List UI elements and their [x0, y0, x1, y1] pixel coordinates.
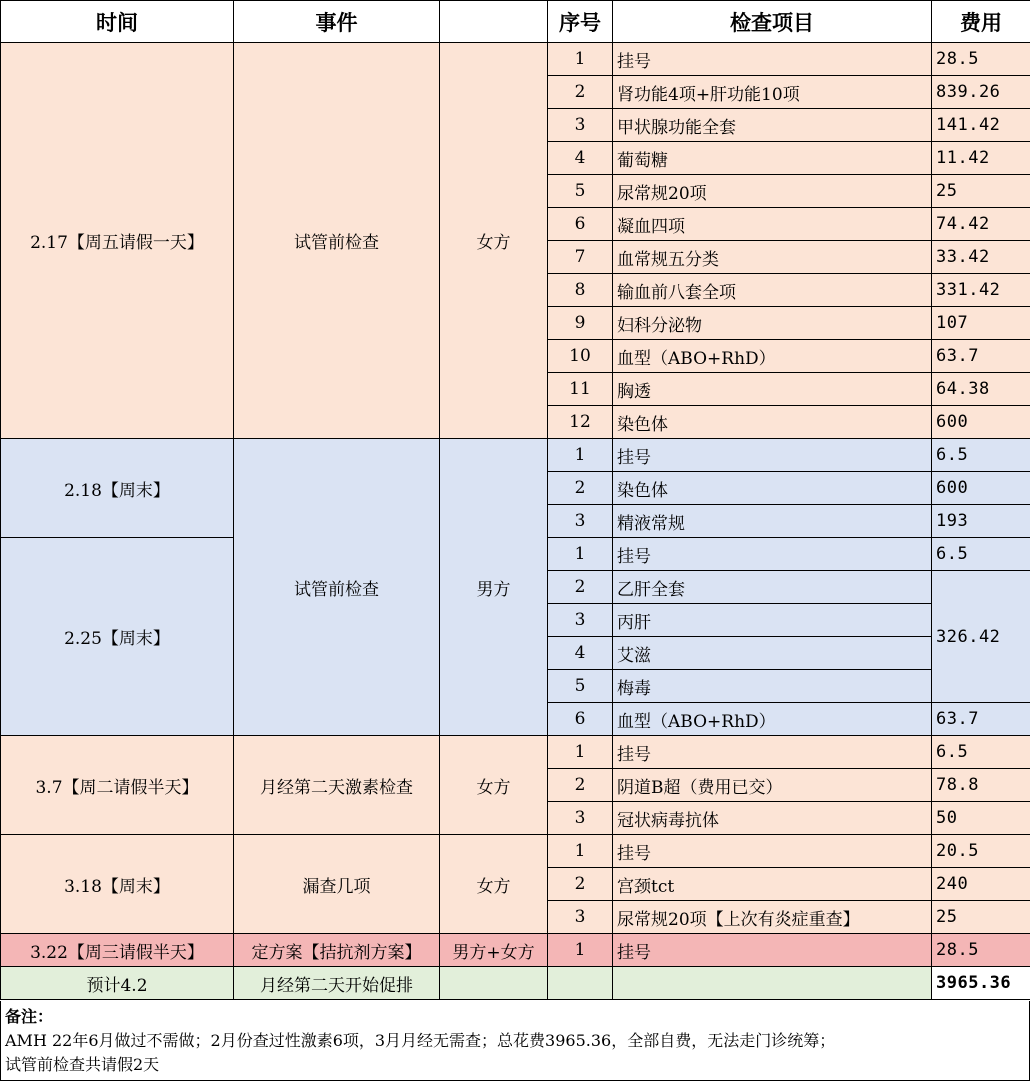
group-time-cell: 3.18【周末】: [1, 835, 234, 934]
item-cell: 凝血四项: [613, 208, 932, 241]
seq-cell: 3: [548, 505, 613, 538]
seq-cell: 1: [548, 439, 613, 472]
item-cell: 丙肝: [613, 604, 932, 637]
cost-cell: 20.5: [932, 835, 1030, 868]
header-time: 时间: [1, 1, 234, 43]
total-cost-cell: 3965.36: [932, 967, 1030, 1000]
item-cell: 宫颈tct: [613, 868, 932, 901]
item-cell: 阴道B超（费用已交）: [613, 769, 932, 802]
group-event-cell: 月经第二天激素检查: [234, 736, 440, 835]
cost-cell: 193: [932, 505, 1030, 538]
seq-cell: 5: [548, 175, 613, 208]
item-cell: 肾功能4项+肝功能10项: [613, 76, 932, 109]
cost-cell: 11.42: [932, 142, 1030, 175]
seq-cell: 5: [548, 670, 613, 703]
group-time-cell: 2.18【周末】: [1, 439, 234, 538]
group-person-cell: 女方: [440, 43, 548, 439]
seq-cell: 1: [548, 43, 613, 76]
total-row: [1, 967, 1030, 1000]
cost-cell: 63.7: [932, 703, 1030, 736]
seq-cell: 2: [548, 571, 613, 604]
item-cell: 胸透: [613, 373, 932, 406]
cost-cell: 600: [932, 406, 1030, 439]
cost-cell: 600: [932, 472, 1030, 505]
seq-cell: 6: [548, 208, 613, 241]
cost-cell: 63.7: [932, 340, 1030, 373]
cost-cell: 74.42: [932, 208, 1030, 241]
seq-cell: 1: [548, 736, 613, 769]
empty-cell: [440, 967, 548, 1000]
group-time-cell: 2.25【周末】: [1, 538, 234, 736]
item-cell: 艾滋: [613, 637, 932, 670]
seq-cell: 3: [548, 604, 613, 637]
cost-cell: 50: [932, 802, 1030, 835]
cost-cell: 6.5: [932, 439, 1030, 472]
seq-cell: 10: [548, 340, 613, 373]
table-row: [1, 43, 1030, 76]
item-cell: 妇科分泌物: [613, 307, 932, 340]
header-seq: 序号: [548, 1, 613, 43]
item-cell: 乙肝全套: [613, 571, 932, 604]
item-cell: 染色体: [613, 472, 932, 505]
cost-cell: 28.5: [932, 934, 1030, 967]
item-cell: 血型（ABO+RhD）: [613, 703, 932, 736]
table-row: [1, 736, 1030, 769]
item-cell: 挂号: [613, 736, 932, 769]
item-cell: 甲状腺功能全套: [613, 109, 932, 142]
seq-cell: 1: [548, 934, 613, 967]
item-cell: 精液常规: [613, 505, 932, 538]
item-cell: 梅毒: [613, 670, 932, 703]
cost-cell: 6.5: [932, 736, 1030, 769]
cost-cell: 141.42: [932, 109, 1030, 142]
group-person-cell: 男方+女方: [440, 934, 548, 967]
item-cell: 染色体: [613, 406, 932, 439]
item-cell: 冠状病毒抗体: [613, 802, 932, 835]
group-event-cell: 月经第二天开始促排: [234, 967, 440, 1000]
seq-cell: 3: [548, 109, 613, 142]
group-person-cell: 女方: [440, 835, 548, 934]
seq-cell: 12: [548, 406, 613, 439]
header-person: [440, 1, 548, 43]
seq-cell: 4: [548, 637, 613, 670]
seq-cell: 1: [548, 538, 613, 571]
item-cell: 挂号: [613, 835, 932, 868]
item-cell: 输血前八套全项: [613, 274, 932, 307]
group-person-cell: 女方: [440, 736, 548, 835]
header-cost: 费用: [932, 1, 1030, 43]
seq-cell: 8: [548, 274, 613, 307]
cost-cell: 28.5: [932, 43, 1030, 76]
seq-cell: 6: [548, 703, 613, 736]
group-event-cell: 漏查几项: [234, 835, 440, 934]
group-person-cell: 男方: [440, 439, 548, 736]
group-time-cell: 2.17【周五请假一天】: [1, 43, 234, 439]
seq-cell: 3: [548, 802, 613, 835]
notes-line: 试管前检查共请假2天: [5, 1055, 160, 1074]
notes-title: 备注：: [5, 1007, 54, 1026]
table-row: [1, 835, 1030, 868]
item-cell: 血常规五分类: [613, 241, 932, 274]
table-row: [1, 439, 1030, 472]
table-row: [1, 934, 1030, 967]
seq-cell: 11: [548, 373, 613, 406]
seq-cell: 9: [548, 307, 613, 340]
cost-cell: 25: [932, 901, 1030, 934]
item-cell: 葡萄糖: [613, 142, 932, 175]
seq-cell: 2: [548, 76, 613, 109]
group-event-cell: 试管前检查: [234, 439, 440, 736]
group-time-cell: 预计4.2: [1, 967, 234, 1000]
group-time-cell: 3.22【周三请假半天】: [1, 934, 234, 967]
cost-cell: 331.42: [932, 274, 1030, 307]
cost-cell-merged: 326.42: [932, 571, 1030, 703]
item-cell: 挂号: [613, 934, 932, 967]
group-event-cell: 试管前检查: [234, 43, 440, 439]
empty-cell: [548, 967, 613, 1000]
cost-cell: 25: [932, 175, 1030, 208]
seq-cell: 1: [548, 835, 613, 868]
notes-section: [0, 1001, 1030, 1081]
seq-cell: 4: [548, 142, 613, 175]
group-time-cell: 3.7【周二请假半天】: [1, 736, 234, 835]
cost-cell: 6.5: [932, 538, 1030, 571]
header-item: 检查项目: [613, 1, 932, 43]
cost-cell: 839.26: [932, 76, 1030, 109]
seq-cell: 2: [548, 769, 613, 802]
group-event-cell: 定方案【拮抗剂方案】: [234, 934, 440, 967]
seq-cell: 2: [548, 868, 613, 901]
seq-cell: 7: [548, 241, 613, 274]
item-cell: 挂号: [613, 439, 932, 472]
item-cell: 血型（ABO+RhD）: [613, 340, 932, 373]
empty-cell: [613, 967, 932, 1000]
seq-cell: 2: [548, 472, 613, 505]
cost-cell: 33.42: [932, 241, 1030, 274]
header-event: 事件: [234, 1, 440, 43]
item-cell: 挂号: [613, 43, 932, 76]
seq-cell: 3: [548, 901, 613, 934]
cost-cell: 240: [932, 868, 1030, 901]
item-cell: 尿常规20项【上次有炎症重查】: [613, 901, 932, 934]
item-cell: 尿常规20项: [613, 175, 932, 208]
item-cell: 挂号: [613, 538, 932, 571]
cost-cell: 78.8: [932, 769, 1030, 802]
cost-cell: 107: [932, 307, 1030, 340]
cost-cell: 64.38: [932, 373, 1030, 406]
notes-line: AMH 22年6月做过不需做；2月份查过性激素6项，3月月经无需查；总花费3965.36，全部自费，无法走门诊统筹；: [5, 1031, 836, 1050]
